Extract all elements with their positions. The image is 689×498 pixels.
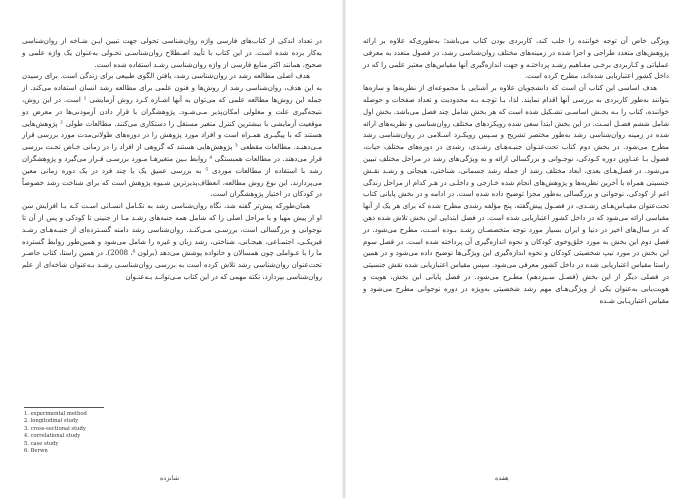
right-page-body [363,36,669,307]
paragraph: هدف اصلی مطالعه رشد در روان‌شناسی رشد، یافتن الگوی طبیعی برای زندگی است. برای رسیدن به این هدف، روان‌شناسی رشد از روش‌ها و فنون علمی برای مطالعه رشد انسان استفاده می‌کند. از جمله این روش‌ها مطالعه علمی که می‌توان به آنها اشـاره کـرد روش آزمایشی ¹ است. در این روش، نتیجه‌گیری علت و معلولی امکان‌پذیر مـی‌شـود. پژوهشگران با قرار دادن آزمودنی‌ها در معرض دو موقعیت آزمایشی با بیشترین کنترل متغیر مستقل را دستکاری می‌کنند. مطالعات طولی ² پژوهش‌هایی هستند که با پیگیـری همـراه است و افراد مورد پژوهش را در دوره‌های طولانی‌مدت مورد بررسی قرار مـی‌دهنـد. مطالعات مقطعی ³ پژوهش‌هایی هستند که گروهی از افراد را در زمانی خـاص تحـت بررسی قرار می‌دهند. در مطالعات همبستگی ⁴ روابط بـین متغیرهـا مـورد بررسـی قـرار می‌گیرد و پژوهشگران رشد با استفاده از مطالعات موردی ⁵ به بررسی عمیق یک یا چند فرد در یک دوره زمانی معین می‌پردازند. این نوع روش مطالعه، انعطاف‌پذیرترین شـیوه پژوهش است که برای شناخت رشد خصوصاً در کودکان در اختیار پژوهشگران است. [22,72,322,199]
footnote-rule [24,407,104,408]
paragraph: در تعداد اندکی از کتاب‌های فارسی واژه روان‌شناسی تحولی جهت تبیین ایـن شـاخه از روان‌شناسی به‌کار برده شده است. در این کتاب با تأیید اصـطلاح روان‌شناسـی تحـولی به‌عنوان یک واژه علمی و صحیح، همانند اکثر منابع فارسی از واژه روان‌شناسی رشـد استفاده شده است. [22,37,322,69]
paragraph: ویژگی خاص آن توجه خواننده را جلب کند، کاربردی بودن کتاب می‌باشد؛ به‌طوری‌که علاوه بر ارائه پژوهش‌های متعدد طراحی و اجرا شده در زمینه‌های مختلف روان‌شناسی رشد، در فصول متعدد به معرفی عملیاتی و کـاربردی برخـی مفـاهیم رشـد پرداختـه و جهت اندازه‌گیری آنها مقیاس‌های معتبر علمی را که در داخل کشور اعتباریابی شده‌اند، مطرح کرده است. [363,37,669,81]
footnote: 1. experimental method [24,411,87,417]
footnote: 3. cross-sectional study [24,425,86,432]
page-number: شانزده [160,474,180,482]
footnote: 5. case study [24,440,59,447]
footnotes [24,411,154,455]
footnote: 6. Berwn [24,448,48,455]
footnote: 4. correlational study [24,433,81,440]
right-page [345,0,689,498]
paragraph: هدف اساسی این کتاب آن است که دانشجویان علاوه بر آشنایی با مجموعه‌ای از نظریه‌ها و سازه‌ها بتوانند به‌طور کاربردی به بررسی آنها اقدام نمایند. لذا، بـا توجـه بـه محدودیت و تعداد صفحات و حوصله خواننده، کتاب را بـه بخـش اساسـی تشـکیل شده است که هر بخش شامل چند فصل می‌باشد. بخش اول شامل ششم فصـل اسـت. در این بخش ابتدا سعی شده رویکردهای مختلف روان‌شناسی و نظریه‌های ارائه شده در زمینه روان‌شناسی رشد به‌طور مختصر تشریح و سـپس رویکـرد اسـلامی در روان‌شناسی رشد مطرح می‌شود. در بخش دوم کتاب تحت‌عنـوان جنبـه‌هـای رشـدی، رشدی در دوره‌های مختلف حیات، فصول بـا عنـاوین دوره کـودکی، نوجـوانی و بزرگسالی ارائه و به ویژگی‌های رشد در مراحل مختلف تبیین می‌شود. در فصل‌هـای بعدی، ابعاد مختلف رشد از جمله رشد جسمانی، شناختی، هیجانی و رشـد نقـش جنسیتی همراه با آخرین نظریه‌ها و پژوهش‌های انجام شده خـارجی و داخلـی در هـر کدام از مراحل زندگی اعم از کودکی، نوجوانی و بزرگسالی به‌طور مجزا توضیح داده شده است. در ادامه و در بخش پایانی کتاب تحت‌عنوان مقیـاس‌هـای رشـدی، در فصـول پیش‌گفته، پنج مؤلفه رشدی مطرح شده که برای هر یک از آنها مقیاسی ارائه می‌شود که در داخل کشور اعتباریابی شده است. در فصل ابتدایی این بخش تلاش شده ذهن که در سال‌های اخیر در دنیا و ایران بسیار مورد توجه متخصصـان رشـد بـوده اسـت، مطرح می‌شود. در فصل دوم این بخش به مورد خلق‌وخوی کودکان و نحوه اندازه‌گیری آن پرداخته شده است. در فصل سوم این بخش در مورد تیپ شخصیتی کودکان و نحوه اندازه‌گیری این ویژگی‌ها توضیح داده می‌شود و در همین راستا مقیاس اعتباریابی شده در داخل کشور معرفی می‌شود. سپس مقیاس اعتباریابی شده نقش جنسیتی در فصلی دیگر از این بخش (فصـل سـیزدهم) مطـرح می‌شود. در فصل پایانی این بخش، هویت و هویت‌یابی به‌عنوان یکی از ویژگی‌هـای مهم رشد شخصیتی به‌ویژه در دوره نوجوانی مطرح می‌شود و مقیاس اعتباریـابی شـده [363,84,669,305]
paragraph: همان‌طورکه پیش‌تر گفته شد، نگاه روان‌شناسی رشد به تکـامل انسـانی اسـت کـه بـا افزایش سن او از پیش مهیا و با مراحل اصلی را که شامل همه جنبه‌های رشـد مـا از جنینی تا کودکی و پس از آن تا نوجوانی و بزرگسالی است، بررسـی مـی‌کنـد. روان‌شناسی رشد دامنه گسـترده‌ای از جنبـه‌هـای رشـد فیزیکـی، اجتمـاعی، هیجـانی، شناختی، رشد زبان و غیره را شامل می‌شود و همین‌طور روابط گسترده ما را با عـواملی چون همسالان و خانواده پوشش می‌دهد (برلون ⁶، 2008). در همین راستا، کتاب حاضـر تحت‌عنوان روان‌شناسی رشد تلاش کرده است به بررسی روان‌شناسـی رشـد بـه‌عنوان شاخه‌ای از علم روان‌شناسی بپردازد، نکته مهمی که در این کتاب مـی‌توانـد بـه‌عنـوان [22,202,323,281]
left-page-body [22,36,322,284]
footnote: 2. longitudinal study [24,418,79,425]
page-number: هفده [495,474,509,482]
